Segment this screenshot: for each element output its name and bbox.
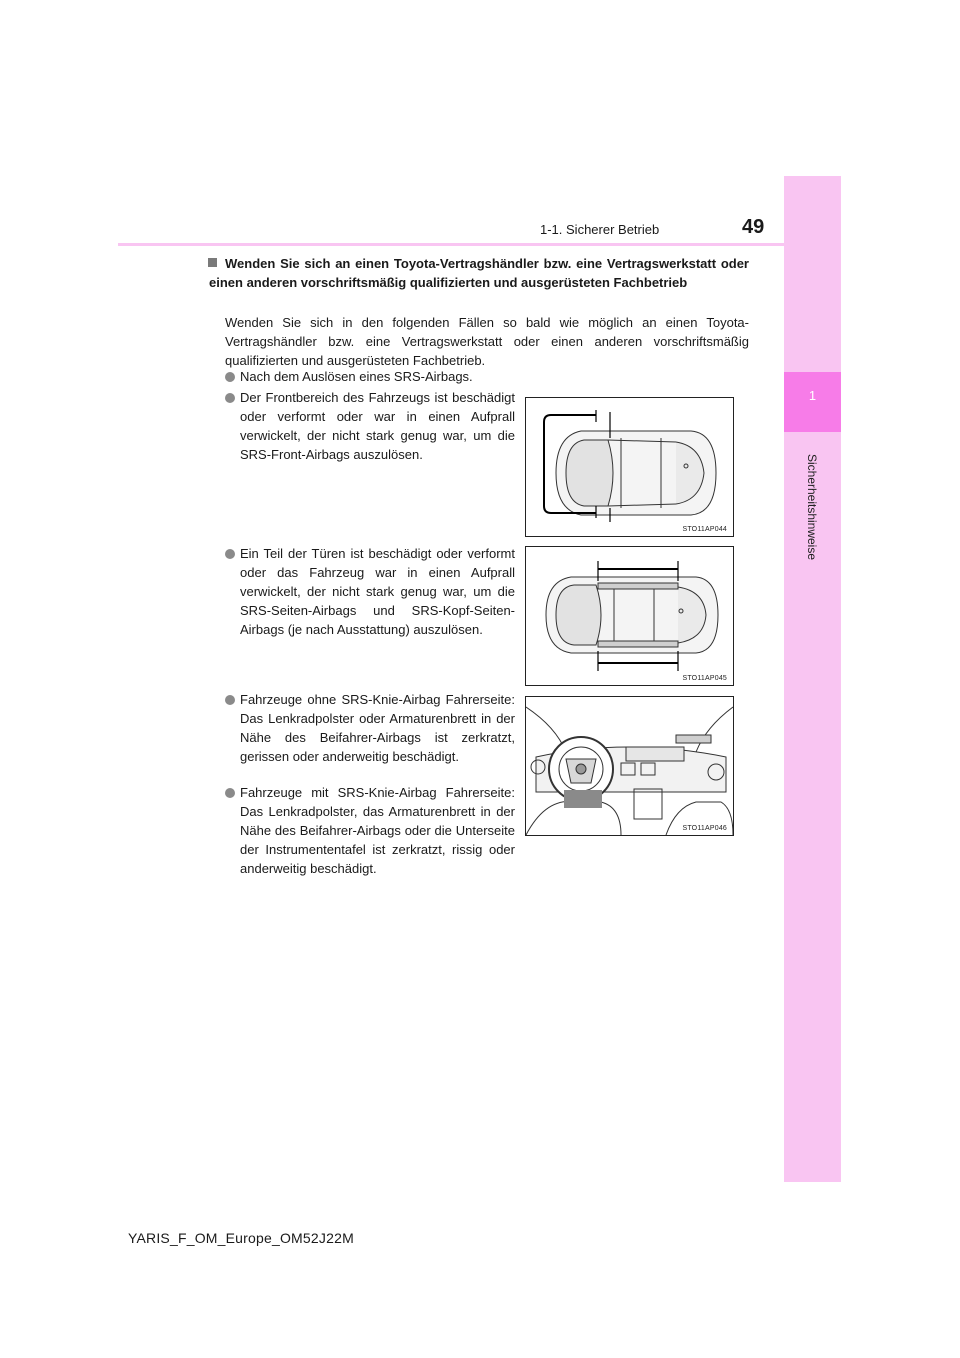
list-item: [225, 690, 515, 766]
list-item-text: Der Frontbereich des Fahrzeugs ist beschädigt oder verformt oder war in einen Aufprall verwickelt, der nicht stark genug war, um die SRS-Front-Airbags auszulösen.: [240, 390, 515, 462]
bullet-dot-icon: [225, 393, 235, 403]
figure-code: STO11AP044: [682, 526, 727, 533]
list-item: [225, 367, 525, 386]
bullet-dot-icon: [225, 372, 235, 382]
figure-code: STO11AP045: [682, 675, 727, 682]
list-item: [225, 388, 515, 464]
list-item-text: Fahrzeuge mit SRS-Knie-Airbag Fahrerseite: Das Lenkradpolster, das Armaturenbrett in der Nähe des Beifahrer-Airbags oder die Unterseite der Instrumententafel ist zerkratzt, rissig oder anderweitig beschädigt.: [240, 785, 515, 876]
bullet-dot-icon: [225, 788, 235, 798]
page-number: 49: [742, 216, 765, 238]
figure-front-impact: [525, 397, 734, 537]
list-item: [225, 783, 515, 878]
section-title: 1-1. Sicherer Betrieb: [540, 222, 660, 237]
figure-code: STO11AP046: [682, 825, 727, 832]
list-item: [225, 544, 515, 639]
bullet-dot-icon: [225, 549, 235, 559]
chapter-side-tab: [784, 176, 841, 1182]
chapter-title: Sicherheitshinweise: [805, 453, 819, 561]
car-top-view-side-icon: [526, 547, 733, 685]
intro-paragraph: Wenden Sie sich in den folgenden Fällen so bald wie möglich an einen Toyota-Vertragshändler bzw. eine Vertragswerkstatt oder einen anderen vorschriftsmäßig qualifizierten und ausgerüsteten Fachbetrieb.: [225, 315, 749, 368]
list-item-text: Ein Teil der Türen ist beschädigt oder verformt oder das Fahrzeug war in einen Aufprall verwickelt, der nicht stark genug war, um die SRS-Seiten-Airbags und SRS-Kopf-Seiten-Airbags (je nach Ausstattung) auszulösen.: [240, 546, 515, 637]
header-rule: [118, 243, 841, 246]
footer-document-id: YARIS_F_OM_Europe_OM52J22M: [128, 1230, 354, 1246]
list-item-text: Nach dem Auslösen eines SRS-Airbags.: [240, 369, 473, 384]
section-heading-text: Wenden Sie sich an einen Toyota-Vertragshändler bzw. eine Vertragswerkstatt oder einen anderen vorschriftsmäßig qualifizierten und ausgerüsteten Fachbetrieb: [209, 256, 749, 290]
car-top-view-front-icon: [526, 398, 733, 536]
bullet-dot-icon: [225, 695, 235, 705]
figure-dashboard: [525, 696, 734, 836]
section-heading: [209, 254, 749, 292]
dashboard-interior-icon: [526, 697, 733, 835]
list-item-text: Fahrzeuge ohne SRS-Knie-Airbag Fahrerseite: Das Lenkradpolster oder Armaturenbrett in der Nähe des Beifahrer-Airbags ist zerkratzt, gerissen oder anderweitig beschädigt.: [240, 692, 515, 764]
figure-side-impact: [525, 546, 734, 686]
chapter-number: 1: [808, 388, 817, 403]
